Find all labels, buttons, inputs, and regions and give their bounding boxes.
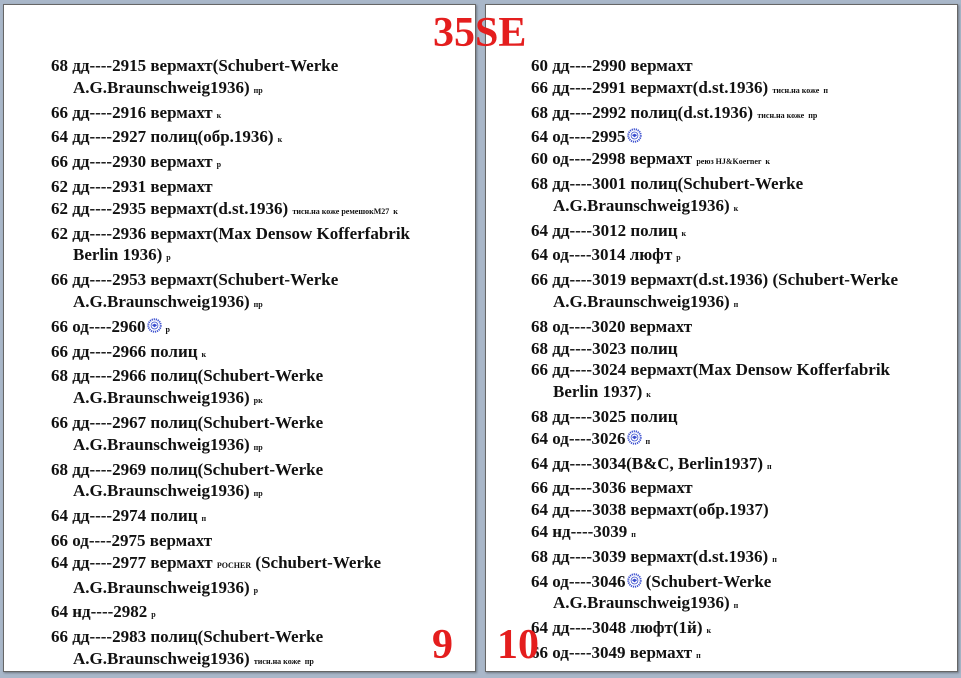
entry-item bbox=[531, 642, 957, 667]
entry-mark: р bbox=[676, 253, 681, 263]
entry-mark: п bbox=[631, 529, 636, 539]
entry-item bbox=[51, 55, 475, 102]
entry-continuation-text: A.G.Braunschweig1936) bbox=[73, 77, 250, 97]
entry-text: 66 дд----2991 вермахт(d.st.1936) bbox=[531, 77, 769, 97]
entry-text: 64 дд----2927 полиц(обр.1936) bbox=[51, 127, 274, 147]
entry-text: 60 дд----2990 вермахт bbox=[531, 56, 693, 75]
page-number-right: 10 bbox=[497, 622, 539, 668]
entry-text: 68 од----3020 вермахт bbox=[531, 316, 693, 336]
entry-item bbox=[51, 176, 475, 198]
entry-mark: к bbox=[646, 390, 651, 400]
entry-text: 64 од----3014 люфт bbox=[531, 245, 673, 265]
entry-item bbox=[51, 223, 475, 270]
entry-mark: к bbox=[681, 228, 687, 238]
entry-continuation-text: A.G.Braunschweig1936) bbox=[73, 434, 250, 454]
entry-item bbox=[531, 499, 957, 521]
entry-item bbox=[51, 552, 475, 602]
entry-item bbox=[51, 316, 475, 341]
entry-text: 66 дд----2967 полиц(Schubert-Werke bbox=[51, 412, 324, 432]
entry-text: 62 дд----2931 вермахт bbox=[51, 176, 213, 196]
entry-item bbox=[531, 546, 957, 571]
entry-mark: к bbox=[393, 206, 398, 216]
entry-text-continued: (Schubert-Werke bbox=[645, 571, 772, 591]
entry-mark: р bbox=[151, 610, 156, 620]
entry-mark: пр bbox=[253, 299, 263, 309]
entry-mark: пр bbox=[253, 442, 263, 452]
entry-text: 64 нд----2982 bbox=[51, 602, 148, 622]
entry-text: 68 дд----2966 полиц(Schubert-Werke bbox=[51, 366, 324, 386]
entry-item bbox=[531, 617, 957, 642]
entry-item bbox=[531, 173, 957, 220]
entry-continuation bbox=[51, 291, 475, 316]
entry-item bbox=[531, 126, 957, 148]
entry-text: 64 од----3026 bbox=[531, 428, 626, 448]
entry-mark: пр bbox=[253, 85, 263, 95]
entry-continuation bbox=[531, 592, 957, 617]
entry-continuation-text: A.G.Braunschweig1936) bbox=[73, 388, 250, 408]
left-page bbox=[3, 4, 476, 672]
entry-item bbox=[531, 338, 957, 360]
entry-note: тисн.на коже bbox=[772, 85, 820, 95]
entry-mark: п bbox=[733, 299, 739, 309]
entry-continuation bbox=[531, 381, 957, 406]
entry-item bbox=[531, 77, 957, 102]
entry-text: 64 дд----3034(B&C, Berlin1937) bbox=[531, 453, 764, 473]
entry-item bbox=[531, 571, 957, 618]
entry-mark: п bbox=[823, 85, 828, 95]
entry-continuation bbox=[51, 434, 475, 459]
entry-text: 64 нд----3039 bbox=[531, 521, 628, 541]
entry-text: 62 дд----2935 вермахт(d.st.1936) bbox=[51, 198, 289, 218]
entry-continuation bbox=[51, 244, 475, 269]
entry-mark: п bbox=[696, 650, 701, 660]
entry-continuation bbox=[531, 291, 957, 316]
entry-item bbox=[531, 148, 957, 173]
entry-text: 62 дд----2936 вермахт(Max Densow Kofferfabrik bbox=[51, 223, 411, 243]
entry-item bbox=[531, 269, 957, 316]
seal-icon bbox=[627, 128, 642, 143]
entry-item bbox=[531, 244, 957, 269]
entry-mark: к bbox=[216, 110, 222, 120]
entry-continuation-text: Berlin 1937) bbox=[553, 382, 643, 402]
entry-continuation bbox=[51, 77, 475, 102]
entry-continuation bbox=[51, 387, 475, 412]
entry-item bbox=[531, 316, 957, 338]
page-number-left: 9 bbox=[432, 622, 453, 668]
entry-item bbox=[51, 505, 475, 530]
entry-item bbox=[531, 428, 957, 453]
entry-text: 66 дд----3024 вермахт(Max Densow Kofferfabrik bbox=[531, 360, 891, 380]
entry-item bbox=[51, 126, 475, 151]
entry-text: 68 дд----3039 вермахт(d.st.1936) bbox=[531, 546, 769, 566]
entry-text: 64 од----3046 bbox=[531, 571, 626, 591]
entry-mark: р bbox=[253, 585, 259, 595]
entry-list bbox=[4, 55, 475, 672]
entry-item bbox=[51, 151, 475, 176]
entry-mark: р bbox=[216, 160, 222, 170]
entry-continuation bbox=[51, 577, 475, 602]
entry-continuation bbox=[531, 195, 957, 220]
entry-text: 68 дд----2992 полиц(d.st.1936) bbox=[531, 102, 754, 122]
entry-item bbox=[531, 55, 957, 77]
entry-item bbox=[51, 622, 475, 672]
entry-mark: п bbox=[772, 554, 777, 564]
entry-text: 64 од----2995 bbox=[531, 127, 626, 147]
entry-text: 64 дд----2974 полиц bbox=[51, 506, 198, 526]
entry-item bbox=[531, 406, 957, 428]
entry-continuation bbox=[51, 648, 475, 672]
entry-mark: к bbox=[706, 626, 712, 636]
entry-text: 66 дд----2953 вермахт(Schubert-Werke bbox=[51, 270, 339, 290]
entry-item bbox=[531, 220, 957, 245]
entry-item bbox=[531, 477, 957, 499]
entry-text: 66 од----2960 bbox=[51, 316, 146, 336]
entry-continuation-text: A.G.Braunschweig1936) bbox=[73, 577, 250, 597]
seal-icon bbox=[147, 318, 162, 333]
entry-item bbox=[51, 269, 475, 316]
entry-note: POCHER bbox=[216, 560, 252, 570]
entry-continuation-text: A.G.Braunschweig1936) bbox=[553, 593, 730, 613]
entry-item bbox=[51, 102, 475, 127]
entry-text: 66 од----3049 вермахт bbox=[531, 642, 693, 662]
entry-note: тисн.на коже ремешокМ27 bbox=[292, 206, 390, 216]
entry-mark: пр bbox=[808, 110, 818, 120]
entry-item bbox=[51, 365, 475, 412]
entry-text: 66 дд----2966 полиц bbox=[51, 341, 198, 361]
entry-continuation bbox=[51, 480, 475, 505]
entry-continuation-text: A.G.Braunschweig1936) bbox=[73, 648, 250, 668]
entry-item bbox=[51, 412, 475, 459]
entry-text: 68 дд----3025 полиц bbox=[531, 406, 678, 426]
entry-item bbox=[51, 459, 475, 506]
entry-text: 60 од----2998 вермахт bbox=[531, 149, 693, 169]
sheet-code: 35SE bbox=[433, 10, 527, 56]
entry-mark: к bbox=[765, 157, 771, 167]
seal-icon bbox=[627, 430, 642, 445]
entry-text: 64 дд----3012 полиц bbox=[531, 220, 678, 240]
entry-continuation-text: Berlin 1936) bbox=[73, 245, 163, 265]
seal-icon bbox=[627, 573, 642, 588]
entry-text: 68 дд----2969 полиц(Schubert-Werke bbox=[51, 459, 324, 479]
entry-mark: к bbox=[277, 135, 283, 145]
entry-item bbox=[51, 601, 475, 626]
entry-mark: пр bbox=[304, 656, 314, 666]
entry-item bbox=[51, 530, 475, 552]
entry-text: 68 дд----3023 полиц bbox=[531, 338, 678, 358]
entry-text: 66 дд----2983 полиц(Schubert-Werke bbox=[51, 627, 324, 647]
entry-item bbox=[531, 359, 957, 406]
entry-item bbox=[51, 341, 475, 366]
entry-text: 66 дд----3036 вермахт bbox=[531, 478, 693, 498]
entry-text: 64 дд----2977 вермахт bbox=[51, 552, 213, 572]
entry-continuation-text: A.G.Braunschweig1936) bbox=[553, 195, 730, 215]
entry-note: реюз HJ&Koerner bbox=[696, 157, 762, 167]
entry-text: 66 од----2975 вермахт bbox=[51, 530, 213, 550]
entry-mark: к bbox=[733, 203, 739, 213]
right-page bbox=[485, 4, 958, 672]
entry-text: 66 дд----2930 вермахт bbox=[51, 152, 213, 172]
entry-mark: п bbox=[645, 436, 651, 446]
entry-continuation-text: A.G.Braunschweig1936) bbox=[553, 291, 730, 311]
entry-mark: пр bbox=[253, 489, 263, 499]
entry-item bbox=[531, 102, 957, 127]
entry-mark: р bbox=[165, 324, 170, 334]
entry-item bbox=[51, 198, 475, 223]
entry-mark: п bbox=[767, 461, 772, 471]
entry-continuation-text: A.G.Braunschweig1936) bbox=[73, 481, 250, 501]
entry-text: 64 дд----3038 вермахт(обр.1937) bbox=[531, 500, 769, 520]
entry-text: 64 дд----3048 люфт(1й) bbox=[531, 618, 703, 638]
entry-text: 66 дд----3019 вермахт(d.st.1936) (Schubert-Werke bbox=[531, 270, 899, 290]
entry-item bbox=[531, 521, 957, 546]
entry-note: тисн.на коже bbox=[253, 656, 301, 666]
entry-text: 66 дд----2916 вермахт bbox=[51, 102, 213, 122]
entry-mark: п bbox=[733, 601, 739, 611]
entry-mark: р bbox=[166, 253, 171, 263]
entry-mark: рк bbox=[253, 396, 263, 406]
entry-text-continued: (Schubert-Werke bbox=[255, 552, 381, 572]
entry-note: тисн.на коже bbox=[757, 110, 805, 120]
entry-item bbox=[531, 453, 957, 478]
entry-text: 68 дд----3001 полиц(Schubert-Werke bbox=[531, 173, 804, 193]
entry-mark: п bbox=[201, 514, 207, 524]
entry-list bbox=[486, 55, 957, 667]
entry-text: 68 дд----2915 вермахт(Schubert-Werke bbox=[51, 56, 339, 75]
entry-continuation-text: A.G.Braunschweig1936) bbox=[73, 291, 250, 311]
entry-mark: к bbox=[201, 349, 207, 359]
